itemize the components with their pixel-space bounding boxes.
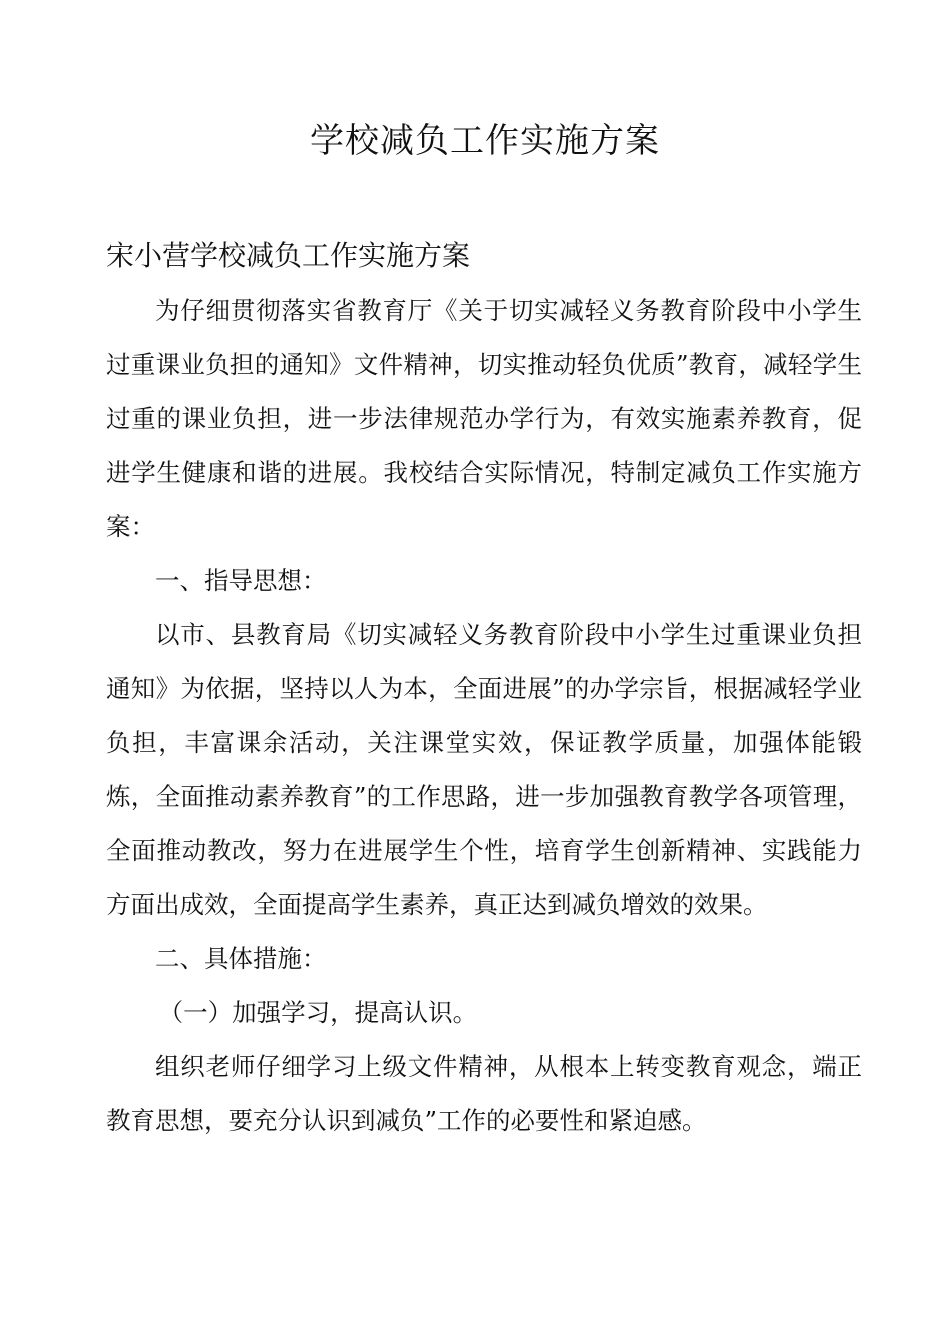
document-body: [106, 284, 862, 1148]
document-subtitle: 宋小营学校减负工作实施方案: [106, 239, 471, 272]
subsection-heading-study: （一）加强学习，提高认识。: [158, 998, 478, 1027]
section-heading-measures: 二、具体措施：: [155, 944, 327, 973]
section-heading-guiding-thought: 一、指导思想：: [155, 566, 327, 595]
paragraph-intro: 为仔细贯彻落实省教育厅《关于切实减轻义务教育阶段中小学生过重课业负担的通知》文件精神，切实推动轻负优质”教育，减轻学生过重的课业负担，进一步法律规范办学行为，有效实施素养教育，促进学生健康和谐的进展。我校结合实际情况，特制定减负工作实施方案：: [106, 296, 862, 541]
document-title: 学校减负工作实施方案: [310, 121, 660, 161]
paragraph-study: 组织老师仔细学习上级文件精神，从根本上转变教育观念，端正教育思想，要充分认识到减负”工作的必要性和紧迫感。: [106, 1052, 862, 1135]
paragraph-guiding-thought: 以市、县教育局《切实减轻义务教育阶段中小学生过重课业负担通知》为依据，坚持以人为本，全面进展”的办学宗旨，根据减轻学业负担，丰富课余活动，关注课堂实效，保证教学质量，加强体能锻炼，全面推动素养教育”的工作思路，进一步加强教育教学各项管理，全面推动教改，努力在进展学生个性，培育学生创新精神、实践能力方面出成效，全面提高学生素养，真正达到减负增效的效果。: [106, 620, 862, 919]
